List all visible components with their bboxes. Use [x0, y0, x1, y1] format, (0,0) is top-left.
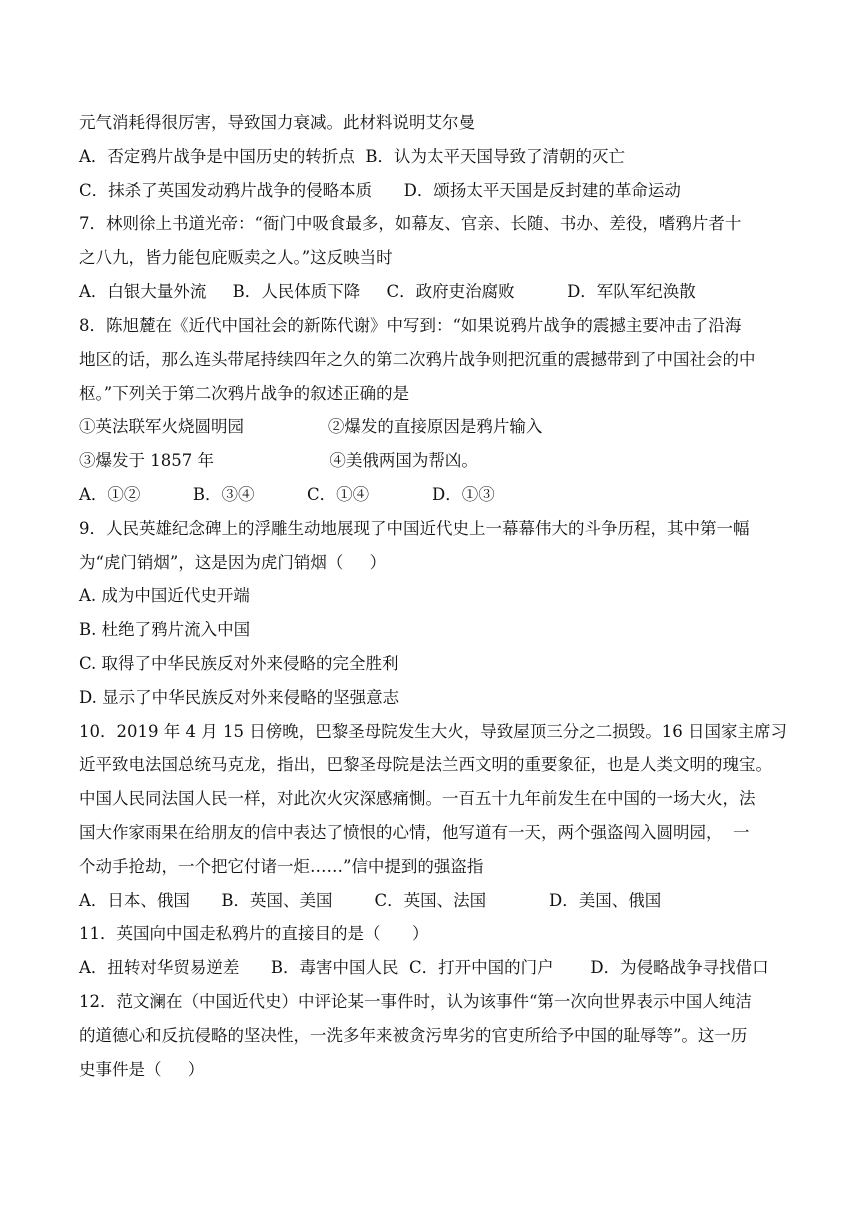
q8-options: A．①② B．③④ C．①④ D．①③ — [79, 485, 495, 504]
q9-stem: 为“虎门销烟”，这是因为虎门销烟（ ） — [79, 553, 387, 572]
q9-option-c: C. 取得了中华民族反对外来侵略的完全胜利 — [79, 654, 399, 673]
q8-stem: 8．陈旭麓在《近代中国社会的新陈代谢》中写到：“如果说鸦片战争的震撼主要冲击了沿海 — [79, 316, 742, 335]
q9-option-d: D. 显示了中华民族反对外来侵略的坚强意志 — [79, 688, 400, 707]
q12-stem: 的道德心和反抗侵略的坚决性，一洗多年来被贪污卑劣的官吏所给予中国的耻辱等”。这一历 — [79, 1026, 748, 1045]
passage-line: 元气消耗得很厉害，导致国力衰减。此材料说明艾尔曼 — [79, 113, 475, 132]
q10-stem: 国大作家雨果在给朋友的信中表达了愤恨的心情，他写道有一天，两个强盗闯入圆明园， 一 — [79, 823, 750, 842]
q8-statements: ③爆发于 1857 年 ④美俄两国为帮凶。 — [79, 451, 478, 470]
q8-stem: 枢。”下列关于第二次鸦片战争的叙述正确的是 — [79, 384, 410, 403]
q9-stem: 9．人民英雄纪念碑上的浮雕生动地展现了中国近代史上一幕幕伟大的斗争历程，其中第一幅 — [79, 519, 750, 538]
q8-stem: 地区的话，那么连头带尾持续四年之久的第二次鸦片战争则把沉重的震撼带到了中国社会的中 — [79, 350, 756, 369]
q10-stem: 中国人民同法国人民一样，对此次火灾深感痛惻。一百五十九年前发生在中国的一场大火，法 — [79, 789, 756, 808]
q11-options: A．扭转对华贸易逆差 B．毒害中国人民 C．打开中国的门户 D．为侵略战争寻找借口 — [79, 958, 769, 977]
q10-options: A．日本、俄国 B．英国、美国 C．英国、法国 D．美国、俄国 — [79, 891, 662, 910]
q7-options: A．白银大量外流 B．人民体质下降 C．政府吏治腐败 D．军队军纪涣散 — [79, 282, 696, 301]
q10-stem: 近平致电法国总统马克龙，指出，巴黎圣母院是法兰西文明的重要象征，也是人类文明的瑰宝。 — [79, 755, 772, 774]
q10-stem: 个动手抢劫，一个把它付诸一炬……”信中提到的强盗指 — [79, 857, 484, 876]
q10-stem: 10．2019 年 4 月 15 日傍晚，巴黎圣母院发生大火，导致屋顶三分之二损毁。16 日国家主席习 — [79, 722, 787, 741]
q8-statements: ①英法联军火烧圆明园 ②爆发的直接原因是鸦片输入 — [79, 417, 543, 436]
q12-stem: 史事件是（ ） — [79, 1060, 205, 1079]
q9-option-b: B. 杜绝了鸦片流入中国 — [79, 620, 251, 639]
q7-stem: 7．林则徐上书道光帝：“衙门中吸食最多，如幕友、官亲、长随、书办、差役，嗜鸦片者十 — [79, 214, 742, 233]
q11-stem: 11．英国向中国走私鸦片的直接目的是（ ） — [79, 924, 429, 943]
q12-stem: 12．范文澜在（中国近代史）中评论某一事件时，认为该事件“第一次向世界表示中国人纯洁 — [79, 992, 752, 1011]
q9-option-a: A. 成为中国近代史开端 — [79, 586, 250, 605]
q6-option-line: C．抹杀了英国发动鸦片战争的侵略本质 D．颂扬太平天国是反封建的革命运动 — [79, 181, 681, 200]
q7-stem: 之八九，皆力能包庇贩卖之人。”这反映当时 — [79, 248, 393, 267]
q6-option-line: A．否定鸦片战争是中国历史的转折点 B．认为太平天国导致了清朝的灭亡 — [79, 147, 626, 166]
